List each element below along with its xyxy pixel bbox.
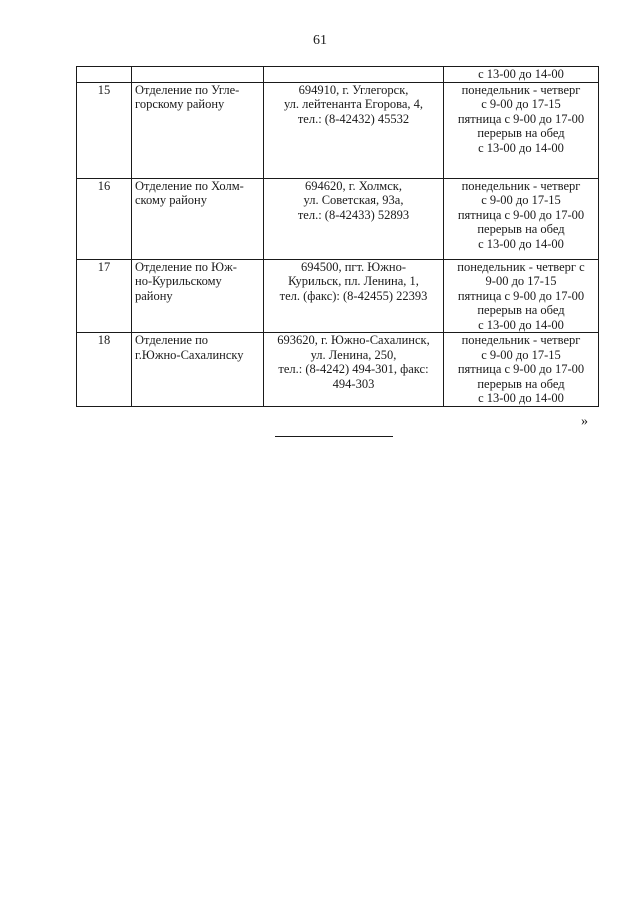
closing-quote: »	[581, 414, 588, 429]
cell-name	[132, 82, 264, 178]
hours-line: 9-00 до 17-15	[485, 274, 557, 288]
cell-name	[132, 178, 264, 259]
hours-line: перерыв на обед	[477, 126, 565, 140]
hours-line: пятница с 9-00 до 17-00	[457, 288, 585, 303]
cell-num: 17	[77, 259, 132, 333]
hours-line: с 9-00 до 17-15	[481, 347, 561, 362]
address-line: тел.: (8-4242) 494-301, факс:	[278, 362, 429, 376]
hours-line: с 13-00 до 14-00	[478, 67, 564, 81]
hours-line: с 13-00 до 14-00	[478, 236, 564, 251]
hours-line: с 13-00 до 14-00	[478, 140, 564, 155]
cell-num: 16	[77, 178, 132, 259]
cell-address	[264, 82, 444, 178]
name-line: скому району	[135, 193, 207, 207]
name-line: Отделение по Юж-	[135, 259, 237, 274]
hours-line: пятница с 9-00 до 17-00	[457, 362, 585, 376]
address-line: 694500, пгт. Южно-	[300, 259, 407, 274]
hours-line: перерыв на обед	[477, 222, 565, 236]
name-line: району	[135, 288, 173, 303]
hours-line: с 9-00 до 17-15	[481, 193, 561, 207]
offices-table	[76, 66, 599, 407]
address-line: 694620, г. Холмск,	[305, 178, 402, 193]
cell-name	[132, 259, 264, 333]
address-line: тел. (факс): (8-42455) 22393	[279, 288, 428, 303]
hours-line: перерыв на обед	[477, 303, 565, 317]
cell-num	[77, 67, 132, 83]
name-line: горскому району	[135, 97, 225, 111]
page-number: 61	[313, 33, 327, 48]
hours-line: пятница с 9-00 до 17-00	[457, 207, 585, 222]
table-row	[77, 259, 599, 333]
cell-name	[132, 333, 264, 407]
cell-hours	[444, 259, 599, 333]
hours-line: с 13-00 до 14-00	[478, 391, 564, 405]
cell-hours	[444, 178, 599, 259]
cell-num: 18	[77, 333, 132, 407]
table-row	[77, 178, 599, 259]
address-line: ул. лейтенанта Егорова, 4,	[283, 97, 423, 111]
address-line: тел.: (8-42433) 52893	[297, 207, 410, 222]
cell-address	[264, 333, 444, 407]
cell-hours	[444, 67, 599, 83]
address-line: ул. Советская, 93а,	[303, 193, 404, 207]
name-line: Отделение по	[135, 333, 209, 347]
address-line: Курильск, пл. Ленина, 1,	[288, 274, 419, 288]
cell-num: 15	[77, 82, 132, 178]
cell-address	[264, 178, 444, 259]
cell-hours	[444, 82, 599, 178]
hours-line: с 9-00 до 17-15	[481, 97, 561, 111]
cell-address	[264, 259, 444, 333]
hours-line: понедельник - четверг	[461, 178, 581, 193]
hours-line: понедельник - четверг	[461, 82, 581, 97]
hours-line: понедельник - четверг	[461, 333, 581, 347]
cell-hours	[444, 333, 599, 407]
hours-line: с 13-00 до 14-00	[478, 317, 564, 332]
name-line: но-Курильскому	[135, 274, 222, 288]
hours-line: пятница с 9-00 до 17-00	[457, 111, 585, 126]
address-line: тел.: (8-42432) 45532	[297, 111, 410, 126]
table-row	[77, 82, 599, 178]
address-line: 494-303	[332, 376, 375, 391]
name-line: Отделение по Угле-	[135, 82, 240, 97]
address-line: 693620, г. Южно-Сахалинск,	[277, 333, 430, 347]
hours-line: перерыв на обед	[477, 376, 565, 391]
name-line: г.Южно-Сахалинску	[135, 347, 244, 362]
table-row	[77, 333, 599, 407]
cell-address	[264, 67, 444, 83]
address-line: ул. Ленина, 250,	[310, 347, 397, 362]
address-line: 694910, г. Углегорск,	[298, 82, 409, 97]
hours-line: понедельник - четверг с	[457, 259, 585, 274]
cell-name	[132, 67, 264, 83]
name-line: Отделение по Холм-	[135, 178, 244, 193]
table-row-continuation	[77, 67, 599, 83]
separator-line	[275, 436, 393, 437]
